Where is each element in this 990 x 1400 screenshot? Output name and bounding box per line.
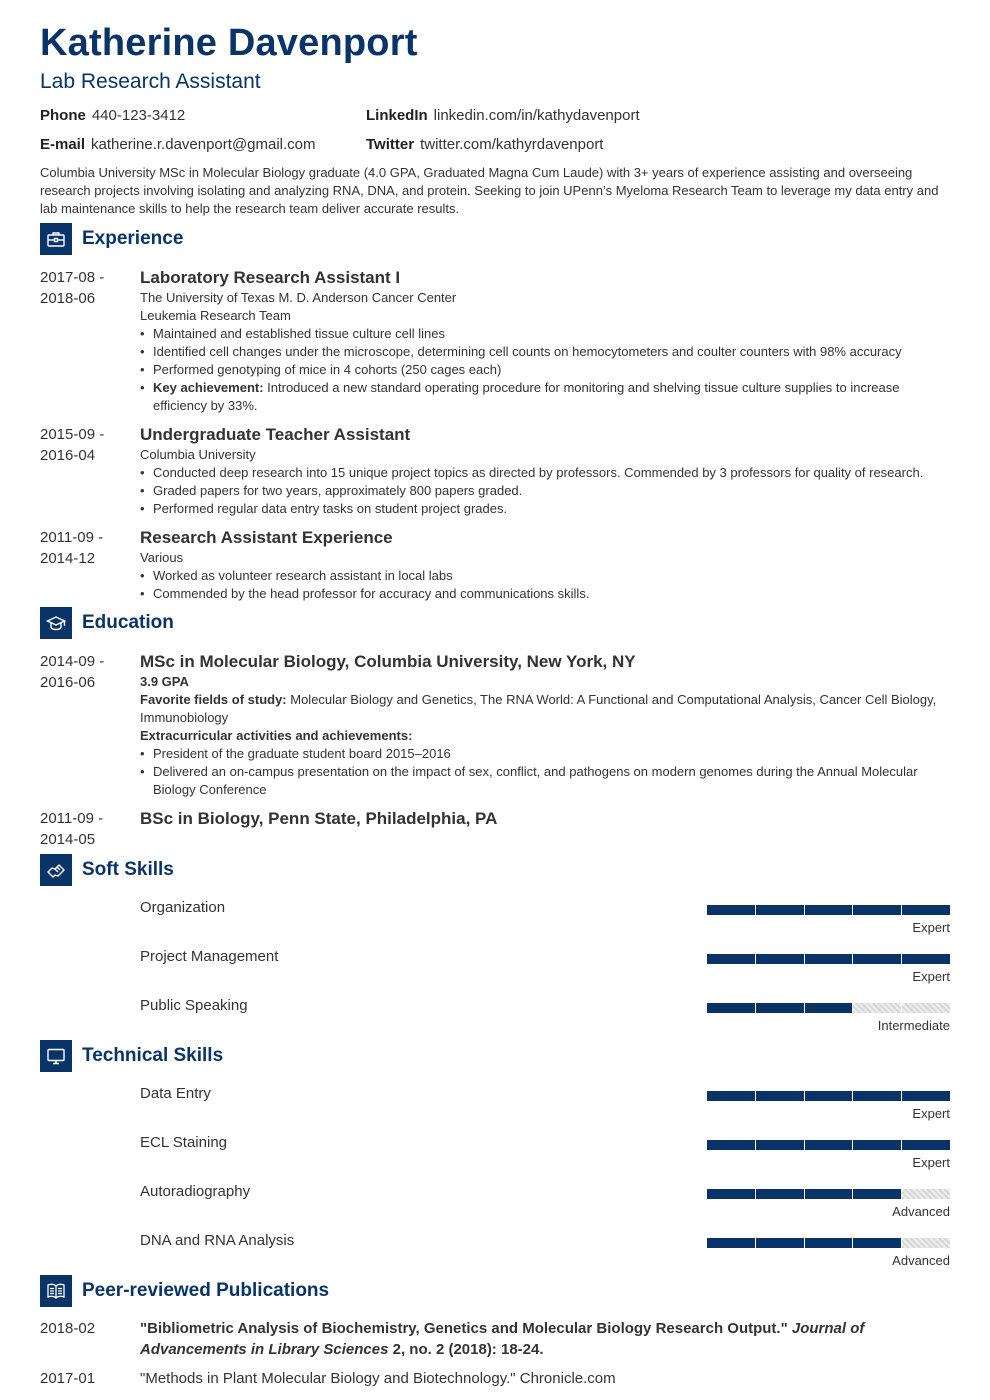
list-item: • Delivered an on-campus presentation on the impact of sex, conflict, and pathogens on modern genomes during the Annual Molecular Biology Conference xyxy=(140,763,950,799)
entry-body xyxy=(140,267,950,415)
skill-level-bar xyxy=(707,954,950,964)
fields-of-study xyxy=(140,691,950,727)
skill-bar-segment xyxy=(707,905,755,915)
skill-bar-segment xyxy=(707,1003,755,1013)
skill-bar-segment xyxy=(707,954,755,964)
skill-bar-segment xyxy=(902,1238,950,1248)
skill-level-bar xyxy=(707,1238,950,1248)
key-achievement-label: Key achievement: xyxy=(153,380,264,395)
degree-title: MSc in Molecular Biology, Columbia University, New York, NY xyxy=(140,652,636,671)
skill-bar-segment xyxy=(805,905,853,915)
skill-name: DNA and RNA Analysis xyxy=(140,1232,295,1249)
twitter-label: Twitter xyxy=(366,136,415,153)
date-start: 2017-08 - xyxy=(40,269,105,286)
phone-label: Phone xyxy=(40,107,86,124)
skill-name: Data Entry xyxy=(140,1085,211,1102)
list-item: • President of the graduate student board 2015–2016 xyxy=(140,745,950,763)
skill-level-label: Expert xyxy=(912,920,950,935)
skill-row xyxy=(40,1084,950,1124)
handshake-icon xyxy=(40,854,72,886)
list-item: • Worked as volunteer research assistant in local labs xyxy=(140,567,950,585)
skill-bar-segment xyxy=(853,1140,901,1150)
gpa: 3.9 GPA xyxy=(140,674,189,689)
list-item: • Identified cell changes under the microscope, determining cell counts on hemocytometers and coulter counters with 98% accuracy xyxy=(140,343,950,361)
linkedin-value[interactable]: linkedin.com/in/kathydavenport xyxy=(433,107,640,124)
skill-name: Organization xyxy=(140,899,226,916)
skill-level-bar xyxy=(707,905,950,915)
resume-header xyxy=(40,20,950,96)
twitter-value[interactable]: twitter.com/kathyrdavenport xyxy=(420,136,604,153)
date-end: 2018-06 xyxy=(40,290,96,307)
section-title: Technical Skills xyxy=(82,1045,224,1066)
entry-body xyxy=(140,527,950,603)
list-item: • Conducted deep research into 15 unique project topics as directed by professors. Commended by 3 professors for quality of research. xyxy=(140,464,950,482)
skill-bar-segment xyxy=(756,1140,804,1150)
email-label: E-mail xyxy=(40,136,86,153)
monitor-icon xyxy=(40,1040,72,1072)
entry-date: 2018-02 xyxy=(40,1320,96,1337)
date-end: 2016-04 xyxy=(40,447,96,464)
skill-bar-segment xyxy=(853,954,901,964)
entry-body xyxy=(140,651,950,799)
entry-body xyxy=(140,1318,950,1360)
skill-bar-segment xyxy=(853,1238,901,1248)
skill-row xyxy=(40,996,950,1036)
skill-bar-segment xyxy=(902,954,950,964)
skill-bar-segment xyxy=(707,1238,755,1248)
date-start: 2011-09 - xyxy=(40,810,104,827)
skill-name: Public Speaking xyxy=(140,997,248,1014)
skill-bar-segment xyxy=(853,1091,901,1101)
briefcase-icon xyxy=(40,223,72,255)
skill-row xyxy=(40,947,950,987)
skill-name: Autoradiography xyxy=(140,1183,251,1200)
skill-bar-segment xyxy=(756,1091,804,1101)
entry-date: 2017-01 xyxy=(40,1370,96,1387)
publication-citation xyxy=(140,1318,950,1360)
fields-label: Favorite fields of study: xyxy=(140,692,287,707)
section-title: Experience xyxy=(82,228,184,249)
contact-phone xyxy=(40,105,185,127)
extracurricular-label: Extracurricular activities and achievements: xyxy=(140,728,413,743)
contact-linkedin xyxy=(366,105,640,127)
skill-level-bar xyxy=(707,1189,950,1199)
email-value[interactable]: katherine.r.davenport@gmail.com xyxy=(91,136,316,153)
entry-body xyxy=(140,1368,950,1389)
skill-bar-segment xyxy=(707,1140,755,1150)
skill-bar-segment xyxy=(805,1238,853,1248)
skill-row xyxy=(40,1182,950,1222)
key-achievement-text: Introduced a new standard operating procedure for monitoring and shelving tissue culture supplies to increase efficiency by 33%. xyxy=(153,380,900,413)
publication-title: "Bibliometric Analysis of Biochemistry, Genetics and Molecular Biology Research Output." xyxy=(140,1320,788,1337)
bullet-list xyxy=(140,325,950,415)
skill-row xyxy=(40,898,950,938)
list-item xyxy=(140,379,950,415)
section-publications xyxy=(40,1275,329,1307)
list-item: • Maintained and established tissue culture cell lines xyxy=(140,325,950,343)
contact-email xyxy=(40,134,316,156)
skill-bar-segment xyxy=(805,1140,853,1150)
job-title: Undergraduate Teacher Assistant xyxy=(140,425,411,444)
list-item: • Graded papers for two years, approximately 800 papers graded. xyxy=(140,482,950,500)
skill-bar-segment xyxy=(902,1091,950,1101)
skill-level-bar xyxy=(707,1140,950,1150)
skill-bar-segment xyxy=(805,1003,853,1013)
date-end: 2014-12 xyxy=(40,550,96,567)
skill-bar-segment xyxy=(902,1003,950,1013)
employer: The University of Texas M. D. Anderson Cancer Center xyxy=(140,290,457,305)
entry-date xyxy=(40,267,130,309)
skill-bar-segment xyxy=(756,905,804,915)
skill-bar-segment xyxy=(756,1238,804,1248)
skill-name: Project Management xyxy=(140,948,279,965)
contact-twitter xyxy=(366,134,603,156)
section-title: Education xyxy=(82,612,174,633)
skill-bar-segment xyxy=(756,954,804,964)
entry-body xyxy=(140,808,950,830)
skill-level-bar xyxy=(707,1091,950,1101)
date-end: 2014-05 xyxy=(40,831,96,848)
section-title: Peer-reviewed Publications xyxy=(82,1280,330,1301)
bullet-list xyxy=(140,745,950,799)
team: Leukemia Research Team xyxy=(140,308,291,323)
degree-title: BSc in Biology, Penn State, Philadelphia, PA xyxy=(140,809,498,828)
skill-level-label: Expert xyxy=(912,1155,950,1170)
section-education xyxy=(40,607,174,639)
date-start: 2011-09 - xyxy=(40,529,104,546)
skill-bar-segment xyxy=(853,1189,901,1199)
contact-info xyxy=(40,105,950,165)
skill-bar-segment xyxy=(756,1189,804,1199)
publication-title: "Methods in Plant Molecular Biology and Biotechnology." Chronicle.com xyxy=(140,1370,616,1387)
date-end: 2016-06 xyxy=(40,674,96,691)
list-item: • Commended by the head professor for accuracy and communications skills. xyxy=(140,585,950,603)
skill-bar-segment xyxy=(853,905,901,915)
linkedin-label: LinkedIn xyxy=(366,107,428,124)
skill-level-label: Advanced xyxy=(892,1204,950,1219)
skill-level-label: Expert xyxy=(912,1106,950,1121)
entry-date xyxy=(40,651,130,693)
job-title: Research Assistant Experience xyxy=(140,528,393,547)
skill-bar-segment xyxy=(902,1189,950,1199)
section-experience xyxy=(40,223,183,255)
skill-bar-segment xyxy=(756,1003,804,1013)
book-icon xyxy=(40,1275,72,1307)
fields-text: Molecular Biology and Genetics, The RNA World: A Functional and Computational Analysis, Cancer Cell Biology, Immunobiology xyxy=(140,692,937,725)
skill-level-label: Intermediate xyxy=(877,1018,950,1033)
employer: Various xyxy=(140,550,184,565)
bullet-list xyxy=(140,567,950,603)
skill-bar-segment xyxy=(805,954,853,964)
date-start: 2015-09 - xyxy=(40,426,105,443)
skill-level-label: Advanced xyxy=(892,1253,950,1268)
skill-bar-segment xyxy=(707,1189,755,1199)
skill-bar-segment xyxy=(707,1091,755,1101)
candidate-role: Lab Research Assistant xyxy=(40,70,261,93)
employer: Columbia University xyxy=(140,447,256,462)
skill-row xyxy=(40,1133,950,1173)
skill-level-label: Expert xyxy=(912,969,950,984)
skill-bar-segment xyxy=(805,1091,853,1101)
date-start: 2014-09 - xyxy=(40,653,105,670)
skill-bar-segment xyxy=(902,1140,950,1150)
skill-name: ECL Staining xyxy=(140,1134,227,1151)
skill-bar-segment xyxy=(805,1189,853,1199)
publication-details: 2, no. 2 (2018): 18-24. xyxy=(388,1341,544,1358)
graduation-cap-icon xyxy=(40,607,72,639)
skill-row xyxy=(40,1231,950,1271)
skill-level-bar xyxy=(707,1003,950,1013)
entry-date xyxy=(40,527,130,569)
section-technical-skills xyxy=(40,1040,223,1072)
entry-body xyxy=(140,424,950,518)
entry-date xyxy=(40,808,130,850)
job-title: Laboratory Research Assistant I xyxy=(140,268,401,287)
summary-paragraph: Columbia University MSc in Molecular Biology graduate (4.0 GPA, Graduated Magna Cum Laude) with 3+ years of experience assisting and overseeing research projects involving isolating and analyzing RNA, DNA, and protein. Seeking to join UPenn’s Myeloma Research Team to leverage my data entry and lab maintenance skills to help the research team deliver accurate results. xyxy=(40,165,939,216)
candidate-name: Katherine Davenport xyxy=(40,22,418,64)
publication-journal: Journal of Advancements in Library Sciences xyxy=(140,1320,865,1358)
bullet-list xyxy=(140,464,950,518)
list-item: • Performed genotyping of mice in 4 cohorts (250 cages each) xyxy=(140,361,950,379)
section-title: Soft Skills xyxy=(82,859,174,880)
list-item: • Performed regular data entry tasks on student project grades. xyxy=(140,500,950,518)
skill-bar-segment xyxy=(853,1003,901,1013)
section-soft-skills xyxy=(40,854,174,886)
entry-date xyxy=(40,424,130,466)
phone-value: 440-123-3412 xyxy=(91,107,186,124)
skill-bar-segment xyxy=(902,905,950,915)
